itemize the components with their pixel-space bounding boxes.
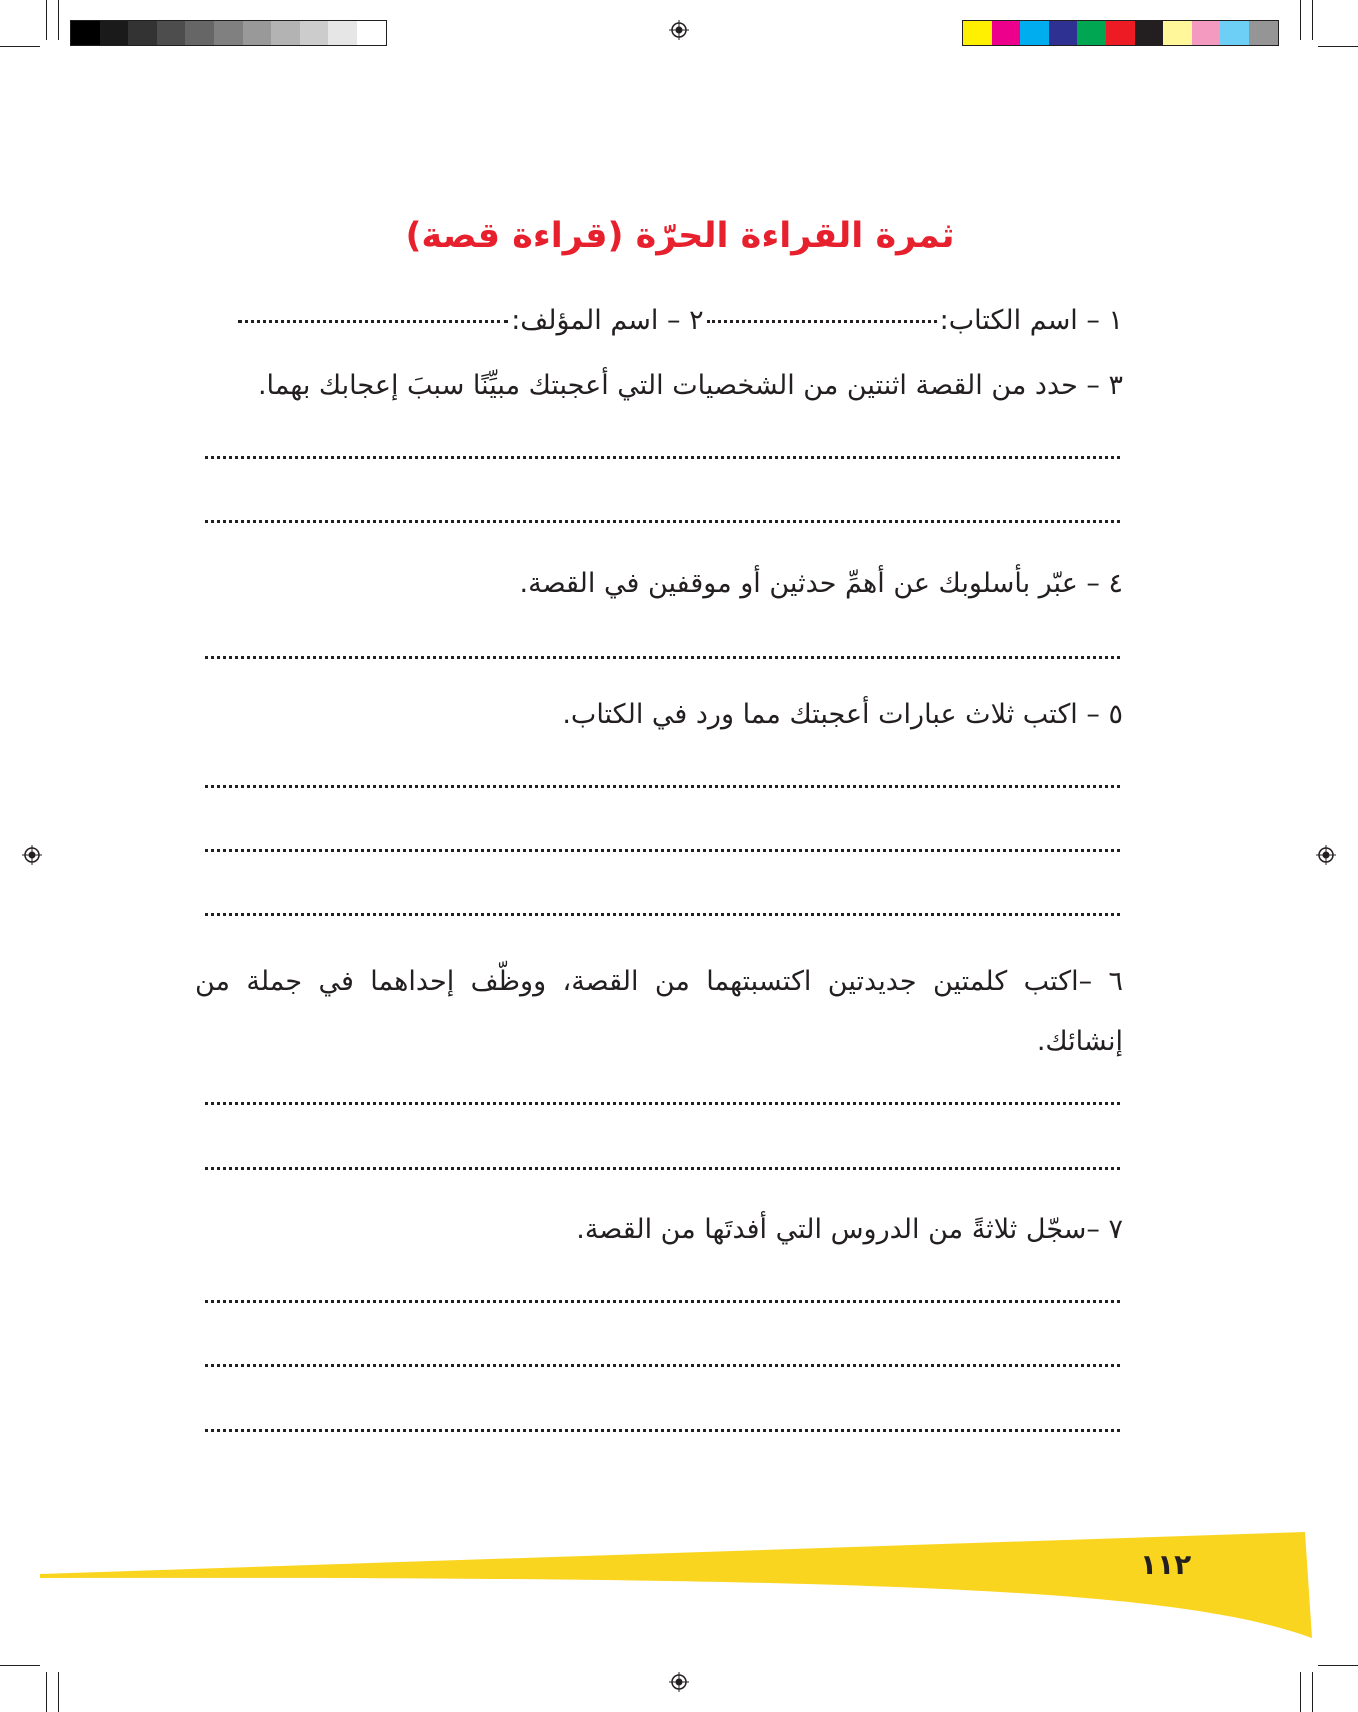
- answer-line[interactable]: [205, 1102, 1120, 1105]
- q1-label: ١ – اسم الكتاب:: [939, 305, 1123, 336]
- crop-mark: [58, 1672, 59, 1712]
- answer-line[interactable]: [205, 913, 1120, 916]
- page-title: ثمرة القراءة الحرّة (قراءة قصة): [405, 216, 955, 256]
- color-swatch: [1220, 21, 1249, 45]
- gray-swatch: [243, 21, 272, 45]
- registration-mark-left: [22, 845, 42, 865]
- crop-mark: [46, 1672, 47, 1712]
- answer-line[interactable]: [205, 785, 1120, 788]
- answer-line[interactable]: [205, 520, 1120, 523]
- page-number: ١١٢: [1140, 1548, 1192, 1581]
- gray-swatch: [328, 21, 357, 45]
- crop-mark: [58, 0, 59, 40]
- color-swatch: [1249, 21, 1278, 45]
- gray-swatch: [100, 21, 129, 45]
- color-swatch: [1106, 21, 1135, 45]
- crop-mark: [1300, 1672, 1301, 1712]
- crop-mark: [0, 46, 40, 47]
- q1-answer-dots[interactable]: [707, 320, 937, 323]
- question-6: ٦ –اكتب كلمتين جديدتين اكتسبتهما من القصة، ووظّف إحداهما في جملة من إنشائك.: [195, 966, 1123, 1057]
- registration-mark-right: [1316, 845, 1336, 865]
- color-swatch: [1163, 21, 1192, 45]
- grayscale-calibration-bar: [70, 20, 387, 46]
- crop-mark: [1312, 1672, 1313, 1712]
- registration-mark-top: [669, 20, 689, 40]
- answer-line[interactable]: [205, 656, 1120, 659]
- registration-mark-bottom: [669, 1672, 689, 1692]
- gray-swatch: [185, 21, 214, 45]
- crop-mark: [1318, 46, 1358, 47]
- color-swatch: [1049, 21, 1078, 45]
- question-1-2: [235, 290, 1123, 352]
- color-swatch: [992, 21, 1021, 45]
- question-7: ٧ –سجّل ثلاثةً من الدروس التي أفدتَها من القصة.: [576, 1214, 1123, 1245]
- question-5: ٥ – اكتب ثلاث عبارات أعجبتك مما ورد في الكتاب.: [562, 699, 1123, 730]
- gray-swatch: [157, 21, 186, 45]
- gray-swatch: [214, 21, 243, 45]
- gray-swatch: [271, 21, 300, 45]
- question-4: ٤ – عبّر بأسلوبك عن أهمِّ حدثين أو موقفين في القصة.: [519, 568, 1123, 599]
- answer-line[interactable]: [205, 1429, 1120, 1432]
- q2-label: ٢ – اسم المؤلف:: [511, 305, 704, 336]
- gray-swatch: [71, 21, 100, 45]
- footer-band: [0, 1520, 1358, 1650]
- gray-swatch: [300, 21, 329, 45]
- crop-mark: [46, 0, 47, 40]
- crop-mark: [0, 1665, 40, 1666]
- gray-swatch: [357, 21, 386, 45]
- answer-line[interactable]: [205, 1364, 1120, 1367]
- crop-mark: [1318, 1665, 1358, 1666]
- answer-line[interactable]: [205, 1300, 1120, 1303]
- answer-line[interactable]: [205, 849, 1120, 852]
- q2-answer-dots[interactable]: [238, 320, 508, 323]
- color-swatch: [1020, 21, 1049, 45]
- answer-line[interactable]: [205, 1167, 1120, 1170]
- color-calibration-bar: [962, 20, 1279, 46]
- crop-mark: [1300, 0, 1301, 40]
- question-3: ٣ – حدد من القصة اثنتين من الشخصيات التي أعجبتك مبيِّنًا سببَ إعجابك بهما.: [257, 370, 1123, 401]
- color-swatch: [963, 21, 992, 45]
- color-swatch: [1192, 21, 1221, 45]
- answer-line[interactable]: [205, 456, 1120, 459]
- color-swatch: [1135, 21, 1164, 45]
- gray-swatch: [128, 21, 157, 45]
- crop-mark: [1312, 0, 1313, 40]
- color-swatch: [1077, 21, 1106, 45]
